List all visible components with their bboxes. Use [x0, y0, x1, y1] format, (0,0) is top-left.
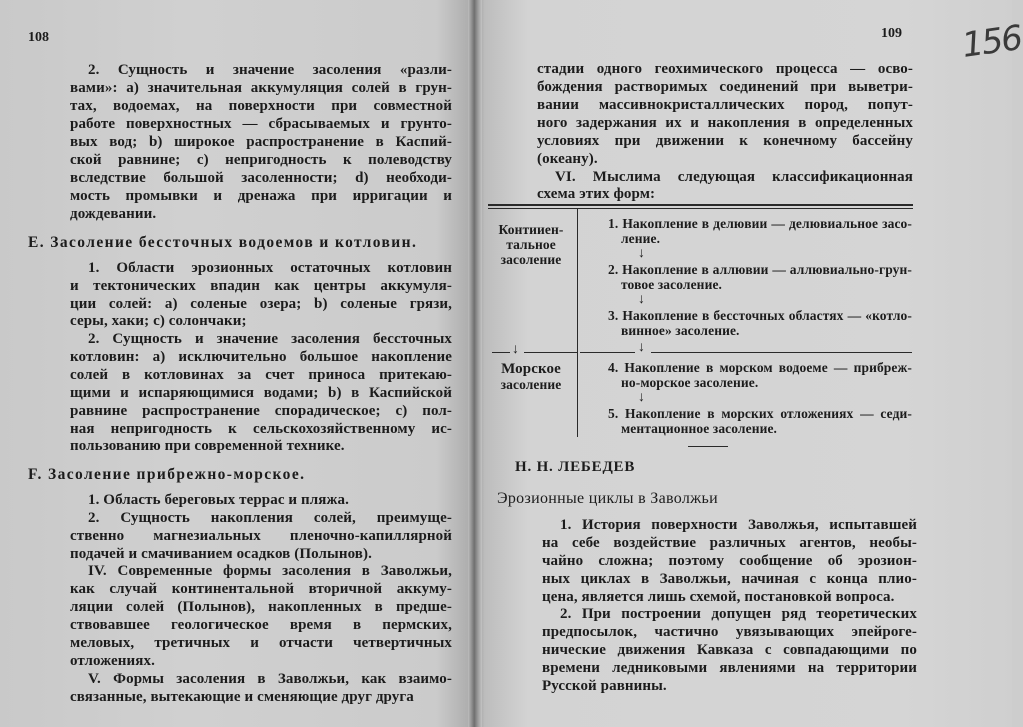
scheme-item-line: товое засоление.: [621, 277, 723, 292]
scheme-item-line: 2. Накопление в аллювии — аллювиально-грун-: [608, 262, 912, 277]
scheme-group-label: засоление: [500, 252, 562, 267]
paragraph-line: серы, хаки; c) солончаки;: [70, 313, 247, 330]
down-arrow-icon: ↓: [638, 246, 645, 261]
paragraph-line: 2. Сущность и значение засоления бессточных: [88, 331, 452, 347]
paragraph-line: схема этих форм:: [537, 186, 656, 202]
section-separator: [688, 446, 728, 447]
paragraph-line: ного задержания их и накопления в определенных: [537, 115, 913, 131]
scheme-group-label: тальное: [506, 237, 556, 252]
scheme-group-label: Морское: [501, 361, 561, 377]
scheme-divider-left-2: [524, 352, 577, 353]
paragraph-line: 1. Области эрозионных остаточных котловин: [88, 260, 452, 276]
handwritten-archive-number: 156: [959, 18, 1023, 66]
book-gutter: [468, 0, 482, 727]
paragraph-line: VI. Мыслима следующая классификационная: [555, 169, 913, 185]
article-title: Эрозионные циклы в Заволжьи: [497, 490, 718, 507]
paragraph-line: Русской равнины.: [542, 677, 667, 694]
paragraph-line: 2. Сущность накопления солей, преимуще-: [88, 510, 452, 526]
paragraph-line: щими и испаряющимися водами; b) в Каспийской: [70, 384, 452, 401]
scheme-top-rule: [488, 204, 913, 206]
paragraph-line: вании массивнокристаллических пород, попут-: [537, 97, 913, 113]
author-name: Н. Н. ЛЕБЕДЕВ: [515, 459, 636, 475]
paragraph-line: 1. Область береговых террас и пляжа.: [88, 492, 349, 508]
page-number-right: 109: [881, 26, 902, 41]
scheme-divider-mid: [580, 352, 635, 353]
paragraph-line: пользованию при современной технике.: [70, 438, 345, 455]
scheme-divider-left: [492, 352, 510, 353]
paragraph-line: ляции солей (Полынов), накопленных в предше-: [70, 598, 452, 615]
paragraph-line: 1. История поверхности Заволжья, испытавшей: [560, 517, 917, 533]
down-arrow-icon: ↓: [512, 342, 519, 357]
paragraph-line: условиях при движении к конечному бассейну: [537, 133, 913, 149]
paragraph-line: как случай континентальной вторичной аккуму-: [70, 580, 452, 597]
paragraph-line: чайно сложна; поэтому сообщение об эрозион-: [542, 552, 917, 569]
paragraph-line: IV. Современные формы засоления в Заволжьи,: [88, 563, 452, 579]
scheme-item-line: 1. Накопление в делювии — делювиальное засо-: [608, 216, 912, 231]
paragraph-line: мость промывки и дренажа при ирригации и: [70, 188, 452, 204]
down-arrow-icon: ↓: [638, 390, 645, 405]
paragraph-line: V. Формы засоления в Заволжьи, как взаимо-: [88, 671, 452, 687]
paragraph-line: солей в котловинах за счет приноса притекаю-: [70, 366, 452, 383]
down-arrow-icon: ↓: [638, 340, 645, 355]
paragraph-line: ственно магнезиальных пленочно-капиллярной: [70, 527, 452, 544]
paragraph-line: работе поверхностных — сбрасываемых и грунто-: [70, 116, 452, 132]
paragraph-line: подачей и смачиванием осадков (Полынов).: [70, 545, 372, 562]
paragraph-line: предпосылок, частично увязывающих эпейроге-: [542, 623, 917, 640]
scheme-item-line: ление.: [621, 231, 661, 246]
page-number-left: 108: [28, 30, 49, 45]
scheme-item-line: но-морское засоление.: [621, 375, 759, 390]
paragraph-line: 2. Сущность и значение засоления «разли-: [88, 62, 452, 78]
scheme-group-label: засоление: [500, 377, 562, 392]
paragraph-line: меловых, третичных и отчасти четвертичных: [70, 634, 452, 651]
paragraph-line: (океану).: [537, 151, 598, 167]
paragraph-line: на себе воздействие различных агентов, необы-: [542, 534, 917, 551]
paragraph-line: ная непригодность к сельскохозяйственному ис-: [70, 420, 452, 437]
scheme-top-rule-thin: [488, 208, 913, 209]
paragraph-line: нические движения Кавказа с совпадающими по: [542, 641, 917, 658]
scheme-item-line: 3. Накопление в бессточных областях — «котло-: [608, 308, 912, 323]
section-heading-e: E. Засоление бессточных водоемов и котловин.: [28, 234, 418, 251]
paragraph-line: ской равнине; c) непригодность к полеводству: [70, 152, 452, 168]
scheme-item-line: 5. Накопление в морских отложениях — седи-: [608, 406, 912, 421]
scheme-group-label: Контииен-: [498, 222, 564, 237]
scheme-divider-right: [651, 352, 912, 353]
down-arrow-icon: ↓: [638, 292, 645, 307]
scheme-column-divider: [577, 209, 578, 437]
paragraph-line: 2. При построении допущен ряд теоретических: [560, 606, 917, 622]
section-heading-f: F. Засоление прибрежно-морское.: [28, 466, 306, 483]
scheme-item-line: винное» засоление.: [621, 323, 740, 338]
paragraph-line: дождевании.: [70, 206, 157, 222]
paragraph-line: тах, водоемах, на поверхности при совместной: [70, 98, 452, 114]
paragraph-line: цена, является лишь схемой, постановкой вопроса.: [542, 588, 895, 605]
paragraph-line: и тектонических впадин как центры аккумуля-: [70, 277, 452, 294]
paragraph-line: равнине распространение спорадическое; c) пол-: [70, 402, 452, 419]
paragraph-line: времени ледниковыми явлениями на территории: [542, 659, 917, 676]
paragraph-line: вследствие большой засоленности; d) необходи-: [70, 170, 452, 186]
paragraph-line: ствовавшее геологическое время в пермских,: [70, 616, 452, 633]
paragraph-line: связанные, вытекающие и сменяющие друг друга: [70, 689, 414, 705]
paragraph-line: бождения растворимых соединений при выветри-: [537, 79, 913, 95]
paragraph-line: вых вод; b) широкое распространение в Каспий-: [70, 134, 452, 150]
paragraph-line: ных циклах в Заволжьи, начиная с конца плио-: [542, 570, 917, 587]
paragraph-line: стадии одного геохимического процесса — осво-: [537, 61, 913, 77]
paragraph-line: ции солей: a) соленые озера; b) соленые грязи,: [70, 295, 452, 312]
scheme-item-line: 4. Накопление в морском водоеме — прибреж-: [608, 360, 912, 375]
paragraph-line: вами»: a) значительная аккумуляция солей в грун-: [70, 80, 452, 96]
paragraph-line: котловин: a) исключительно большое накопление: [70, 348, 452, 365]
paragraph-line: отложениях.: [70, 652, 155, 669]
scheme-item-line: ментационное засоление.: [621, 421, 778, 436]
